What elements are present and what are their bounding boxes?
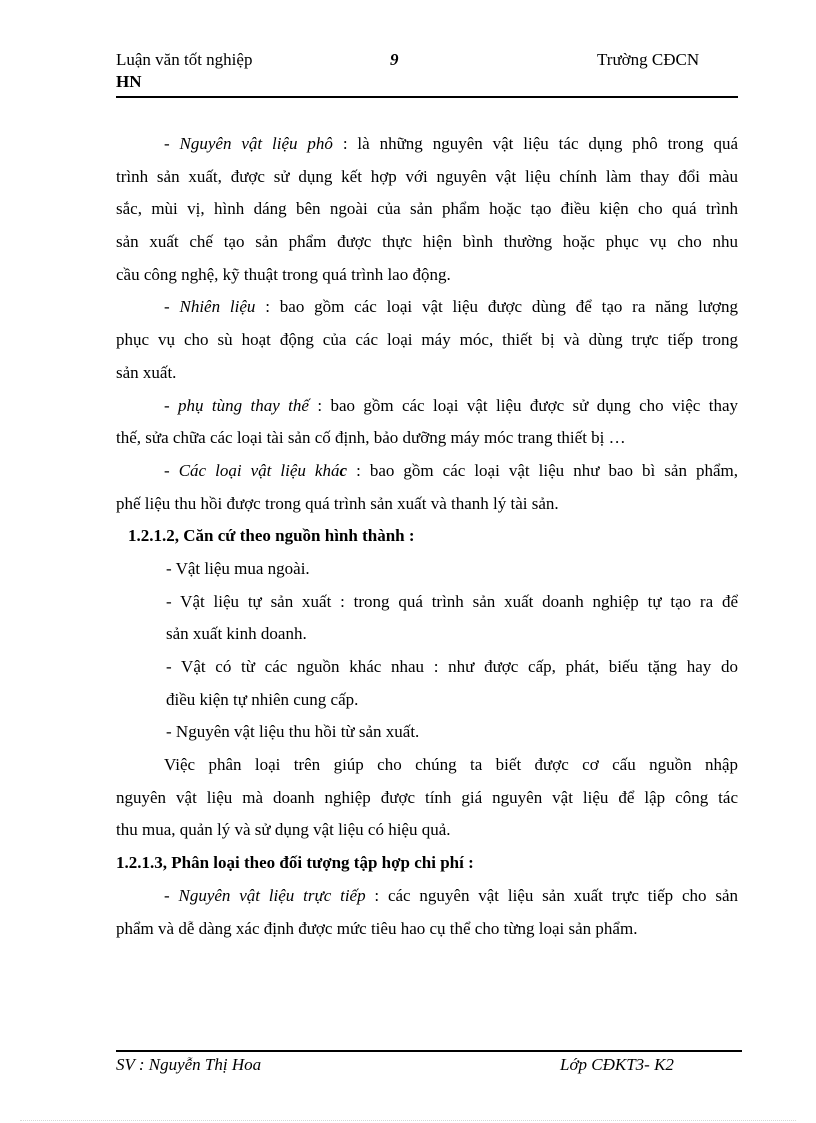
section-heading: 1.2.1.3, Phân loại theo đối tượng tập hợp chi phí : xyxy=(116,853,474,873)
paragraph-line: cầu công nghệ, kỹ thuật trong quá trình lao động. xyxy=(116,264,451,284)
paragraph-line: phế liệu thu hồi được trong quá trình sản xuất và thanh lý tài sản. xyxy=(116,493,559,513)
paragraph-line: - Các loại vật liệu khác : bao gồm các loại vật liệu như bao bì sản phẩm, xyxy=(164,460,738,480)
paragraph-line: nguyên vật liệu mà doanh nghiệp được tính giá nguyên vật liệu để lập công tác xyxy=(116,787,738,807)
paragraph-line: sản xuất chế tạo sản phẩm được thực hiện bình thường hoặc phục vụ cho nhu xyxy=(116,232,738,252)
paragraph-line: thu mua, quản lý và sử dụng vật liệu có hiệu quả. xyxy=(116,820,451,840)
header-right: Trường CĐCN xyxy=(597,50,700,69)
footer-student: SV : Nguyễn Thị Hoa xyxy=(116,1055,262,1074)
paragraph-line: - Nguyên vật liệu trực tiếp : các nguyên vật liệu sản xuất trực tiếp cho sản xyxy=(164,885,739,905)
paragraph-line: - phụ tùng thay thế : bao gồm các loại vật liệu được sử dụng cho việc thay xyxy=(164,395,738,415)
paragraph-line: - Nguyên vật liệu phô : là những nguyên vật liệu tác dụng phô trong quá xyxy=(164,134,738,153)
page-edge-dots xyxy=(20,1120,796,1121)
paragraph-line: Việc phân loại trên giúp cho chúng ta biết được cơ cấu nguồn nhập xyxy=(164,755,738,775)
list-item: - Vật liệu tự sản xuất : trong quá trình sản xuất doanh nghiệp tự tạo ra để xyxy=(166,591,738,611)
list-item: - Nguyên vật liệu thu hồi từ sản xuất. xyxy=(166,722,420,742)
header-left: Luận văn tốt nghiệp xyxy=(116,50,253,69)
header-left-sub: HN xyxy=(116,72,142,91)
term-italic: - Nhiên liệu xyxy=(164,297,256,317)
term-italic: - Các loại vật liệu khá xyxy=(164,460,340,480)
page-number: 9 xyxy=(390,50,399,69)
list-item-cont: sản xuất kinh doanh. xyxy=(166,624,307,644)
paragraph-line: phục vụ cho sù hoạt động của các loại máy móc, thiết bị và dùng trực tiếp trong xyxy=(116,330,738,350)
term-italic-bold: c xyxy=(339,460,348,480)
footer-class: Lớp CĐKT3- K2 xyxy=(560,1055,674,1074)
paragraph-line: sản xuất. xyxy=(116,362,177,382)
paragraph-line: sắc, mùi vị, hình dáng bên ngoài của sản phẩm hoặc tạo điều kiện cho quá trình xyxy=(116,199,738,219)
list-item: - Vật liệu mua ngoài. xyxy=(166,558,310,578)
term-italic: - Nguyên vật liệu phô xyxy=(164,134,333,153)
paragraph-line: trình sản xuất, được sử dụng kết hợp với nguyên vật liệu chính làm thay đổi màu xyxy=(116,166,738,186)
paragraph-line: thế, sửa chữa các loại tài sản cố định, bảo dưỡng máy móc trang thiết bị … xyxy=(116,428,626,448)
document-body xyxy=(116,128,738,945)
term-italic: - Nguyên vật liệu trực tiếp xyxy=(164,885,366,905)
paragraph-line: - Nhiên liệu : bao gồm các loại vật liệu được dùng để tạo ra năng lượng xyxy=(164,297,738,317)
term-italic: - phụ tùng thay thế xyxy=(164,395,309,415)
paragraph-line: phẩm và dễ dàng xác định được mức tiêu hao cụ thể cho từng loại sản phẩm. xyxy=(116,918,638,938)
section-heading: 1.2.1.2, Căn cứ theo nguồn hình thành : xyxy=(128,526,415,546)
footer-rule xyxy=(116,1050,742,1052)
list-item-cont: điều kiện tự nhiên cung cấp. xyxy=(166,689,359,709)
header-rule xyxy=(116,96,738,98)
list-item: - Vật có từ các nguồn khác nhau : như được cấp, phát, biếu tặng hay do xyxy=(166,657,738,676)
